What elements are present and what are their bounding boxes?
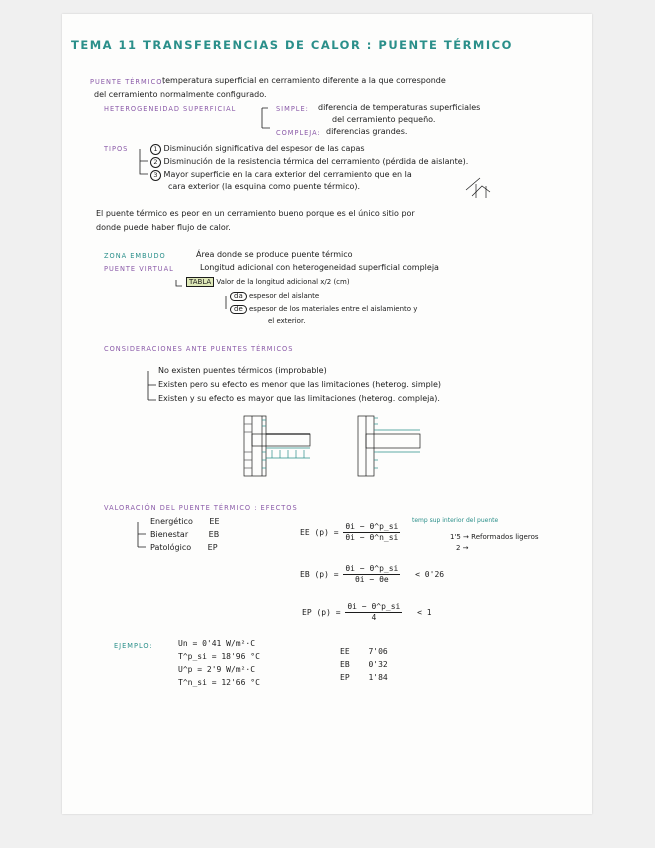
eb-lhs: EB (p) = [300, 570, 339, 579]
result-ep-key: EP [340, 673, 350, 682]
effect-energetico-name: Energético [150, 517, 193, 526]
result-ep-value: 1'84 [368, 673, 388, 682]
ee-fraction [343, 523, 400, 542]
tipo-3-number: 3 [150, 170, 161, 181]
definition-line2: del cerramiento normalmente configurado. [94, 90, 267, 99]
effect-bienestar [150, 531, 219, 539]
eb-denominator: θi − θe [354, 575, 389, 584]
wall-diagram-right [358, 416, 420, 476]
simple-text1: diferencia de temperaturas superficiales [318, 103, 481, 112]
paragraph-line1: El puente térmico es peor en un cerramiento bueno porque es el único sitio por [96, 209, 415, 218]
de-oval: de [230, 305, 247, 314]
tipo-2-text: Disminución de la resistencia térmica del cerramiento (pérdida de aislante). [163, 157, 469, 166]
compleja-label: COMPLEJA: [276, 129, 321, 137]
tipo-2 [150, 157, 468, 168]
tipos-label: TIPOS [104, 145, 129, 153]
consideracion-3: Existen y su efecto es mayor que las limitaciones (heterog. compleja). [158, 394, 440, 403]
tipo-3-text2: cara exterior (la esquina como puente térmico). [168, 182, 361, 191]
de-text1: espesor de los materiales entre el aislamiento y [248, 305, 418, 313]
result-ep [340, 674, 388, 682]
wall-diagram-left [244, 416, 310, 476]
ep-formula [302, 603, 432, 622]
eb-cond: < 0'26 [415, 570, 445, 579]
ejemplo-label: EJEMPLO: [114, 642, 153, 650]
de-text2: el exterior. [268, 317, 306, 325]
virtual-text: Longitud adicional con heterogeneidad superficial compleja [200, 263, 439, 272]
heterogeneidad-label: HETEROGENEIDAD SUPERFICIAL [104, 105, 237, 113]
ee-note: temp sup interior del puente [412, 517, 499, 524]
da-row [230, 292, 319, 301]
ee-lhs: EE (p) = [300, 528, 339, 537]
result-ee-key: EE [340, 647, 350, 656]
ee-numerator: θi − θ^p_si [345, 522, 399, 531]
eb-formula [300, 565, 444, 584]
ee-denominator: θi − θ^n_si [345, 533, 399, 542]
tipo-1 [150, 144, 365, 155]
result-eb [340, 661, 388, 669]
ee-cond2: 2 → [456, 544, 469, 552]
ee-cond1: 1'5 → Reformados ligeros [450, 533, 539, 541]
effect-bienestar-abbr: EB [208, 530, 220, 539]
da-oval: da [230, 292, 247, 301]
eb-numerator: θi − θ^p_si [345, 564, 399, 573]
da-text: espesor del aislante [248, 292, 320, 300]
tipo-3 [150, 170, 412, 181]
page-title: TEMA 11 TRANSFERENCIAS DE CALOR : PUENTE TÉRMICO [71, 38, 513, 52]
consideracion-2: Existen pero su efecto es menor que las limitaciones (heterog. simple) [158, 380, 441, 389]
result-eb-value: 0'32 [368, 660, 388, 669]
consideracion-1: No existen puentes térmicos (improbable) [158, 366, 327, 375]
ep-cond: < 1 [417, 608, 432, 617]
tipo-3-text: Mayor superficie en la cara exterior del cerramiento que en la [163, 170, 412, 179]
tabla-row [186, 279, 350, 286]
eb-fraction [343, 565, 400, 584]
effect-energetico-abbr: EE [209, 517, 220, 526]
ee-formula [300, 523, 400, 542]
result-eb-key: EB [340, 660, 350, 669]
tabla-box: TABLA [186, 277, 214, 287]
ejemplo-row-1: Un = 0'41 W/m²·C [178, 639, 256, 648]
simple-label: SIMPLE: [276, 105, 309, 113]
simple-text2: del cerramiento pequeño. [332, 115, 436, 124]
ep-numerator: θi − θ^p_si [347, 602, 401, 611]
effect-patologico [150, 544, 218, 552]
consideraciones-title: CONSIDERACIONES ANTE PUENTES TÉRMICOS [104, 345, 294, 353]
ejemplo-row-4: T^n_si = 12'66 °C [178, 678, 260, 687]
tipo-2-number: 2 [150, 157, 161, 168]
ejemplo-row-2: T^p_si = 18'96 °C [178, 652, 260, 661]
effect-energetico [150, 518, 220, 526]
result-ee [340, 648, 388, 656]
tipo-1-number: 1 [150, 144, 161, 155]
tipo-1-text: Disminución significativa del espesor de las capas [163, 144, 365, 153]
effect-patologico-abbr: EP [207, 543, 218, 552]
zona-label: ZONA EMBUDO [104, 252, 166, 260]
valoracion-title: VALORACIÓN DEL PUENTE TÉRMICO : EFECTOS [104, 504, 298, 512]
ep-lhs: EP (p) = [302, 608, 341, 617]
zona-text: Área donde se produce puente térmico [196, 250, 353, 259]
compleja-text: diferencias grandes. [326, 127, 408, 136]
definition-label: PUENTE TÉRMICO: [90, 78, 166, 86]
tabla-text: Valor de la longitud adicional x/2 (cm) [216, 278, 350, 286]
ep-fraction [345, 603, 402, 622]
ep-denominator: 4 [371, 613, 377, 622]
corner-sketch [466, 178, 490, 198]
virtual-label: PUENTE VIRTUAL [104, 265, 174, 273]
result-ee-value: 7'06 [368, 647, 388, 656]
de-row [230, 305, 417, 314]
ejemplo-row-3: U^p = 2'9 W/m²·C [178, 665, 256, 674]
definition-line1: temperatura superficial en cerramiento diferente a la que corresponde [162, 76, 446, 85]
effect-bienestar-name: Bienestar [150, 530, 189, 539]
paragraph-line2: donde puede haber flujo de calor. [96, 223, 231, 232]
effect-patologico-name: Patológico [150, 543, 192, 552]
